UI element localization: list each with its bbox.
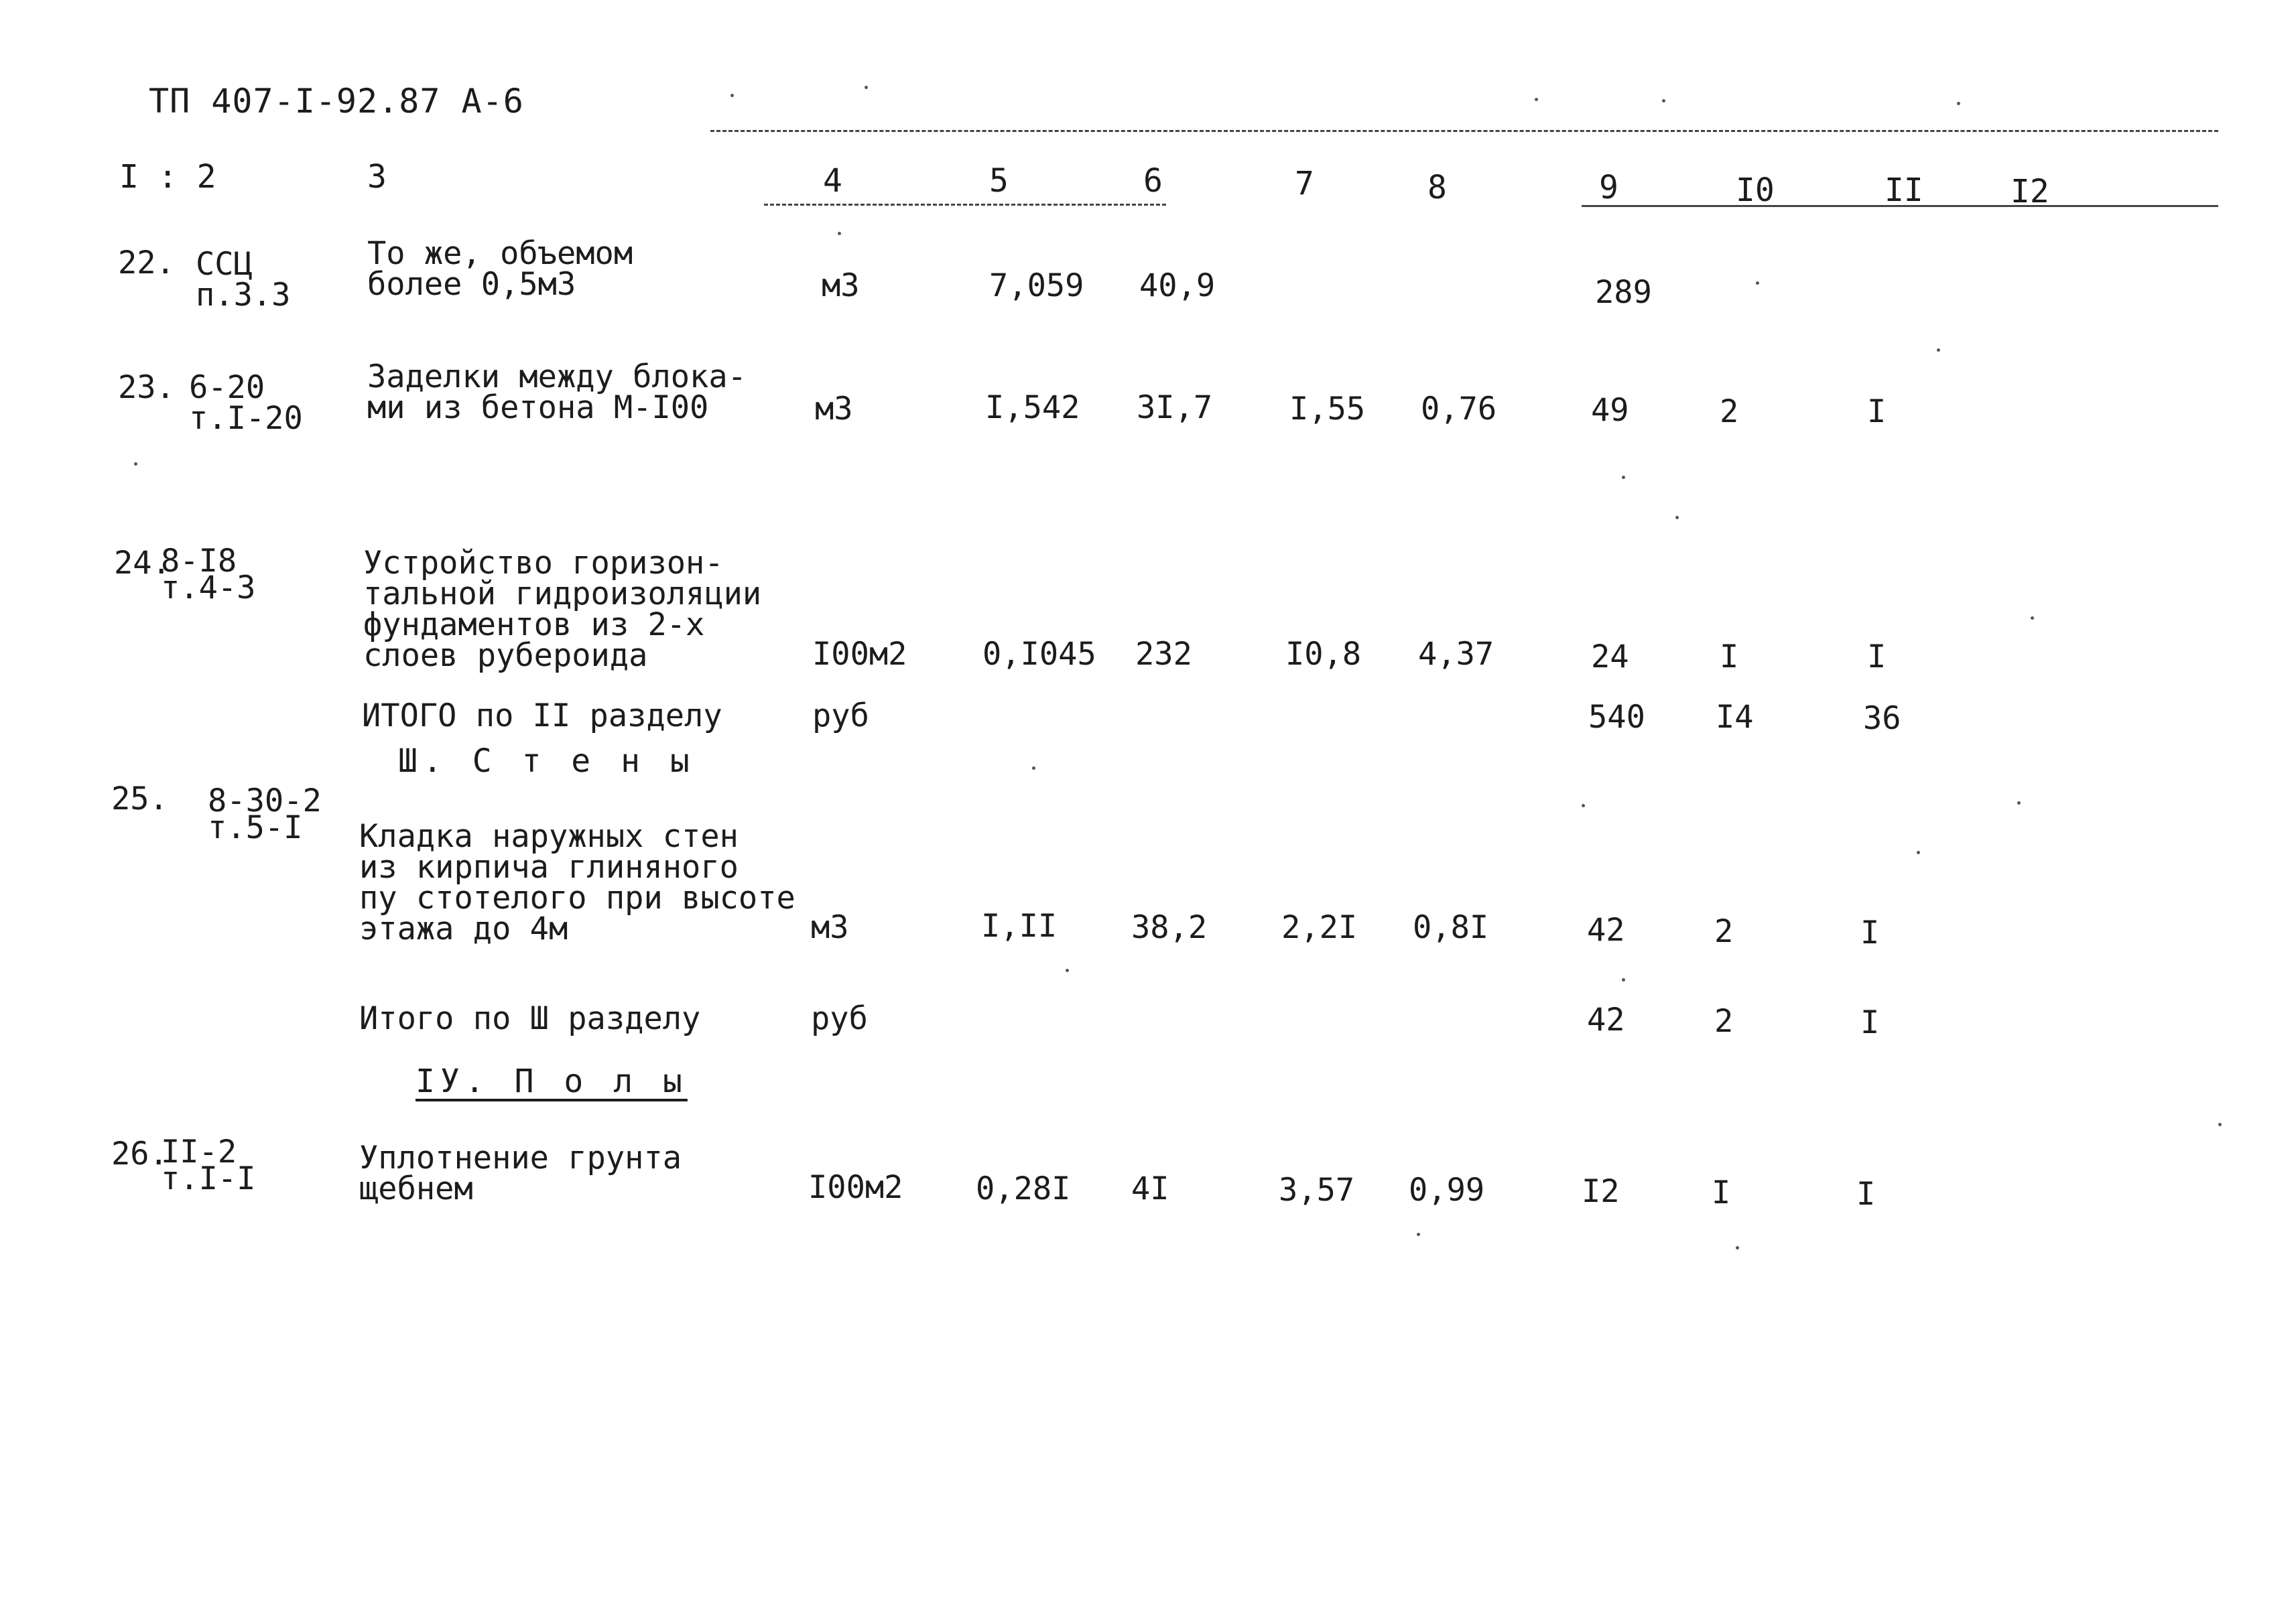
total-col9: 540 (1588, 699, 1645, 736)
total-col10: 2 (1714, 1003, 1734, 1040)
row-number: 26. (111, 1136, 168, 1172)
row-unit: м3 (815, 391, 853, 427)
scan-speckle (1535, 98, 1538, 101)
row-col7: 2,2I (1281, 909, 1358, 946)
row-col9: 49 (1591, 392, 1629, 429)
scan-speckle (1032, 766, 1035, 770)
row-col9: 42 (1587, 912, 1625, 949)
row-col11: I (1867, 393, 1887, 430)
scan-speckle (2031, 616, 2034, 620)
row-col8: 0,8I (1413, 909, 1489, 946)
scan-speckle (1675, 516, 1679, 519)
column-header: 5 (989, 162, 1009, 200)
column-header: I : 2 (119, 158, 216, 196)
row-col6: 3I,7 (1137, 389, 1213, 426)
row-col7: I,55 (1289, 391, 1366, 427)
column-header: 4 (823, 162, 842, 200)
scan-speckle (1937, 348, 1940, 352)
document-code: ТП 407-I-92.87 А-6 (149, 82, 524, 121)
row-col9: 289 (1595, 274, 1652, 311)
column-header: 8 (1427, 169, 1447, 206)
scan-speckle (1582, 804, 1585, 807)
scan-speckle (2017, 801, 2021, 805)
row-col11: I (1867, 638, 1887, 675)
total-unit: руб (811, 1000, 868, 1037)
row-unit: м3 (811, 909, 849, 946)
header-rule-left (764, 204, 1166, 206)
row-unit: м3 (822, 267, 860, 304)
row-unit: I00м2 (812, 636, 907, 673)
row-col9: I2 (1582, 1173, 1620, 1210)
section-heading: IУ. П о л ы (416, 1063, 688, 1100)
row-col9: 24 (1591, 638, 1629, 675)
row-number: 22. (118, 245, 175, 281)
row-col5: I,II (981, 908, 1058, 945)
row-col10: I (1712, 1174, 1731, 1211)
row-col6: 4I (1131, 1170, 1169, 1207)
row-unit: I00м2 (808, 1169, 903, 1206)
row-col5: 0,28I (976, 1170, 1071, 1207)
total-label: Итого по Ш разделу (359, 1000, 701, 1037)
row-description: То же, объемом более 0,5м3 (367, 235, 633, 303)
column-header: I0 (1736, 172, 1775, 209)
total-col10: I4 (1716, 699, 1754, 736)
scan-speckle (730, 94, 734, 97)
scan-speckle (2218, 1123, 2222, 1126)
row-col6: 232 (1135, 636, 1192, 673)
row-description: Заделки между блока- ми из бетона М-I00 (367, 358, 747, 426)
total-col11: 36 (1863, 700, 1901, 737)
scan-speckle (1736, 1246, 1739, 1249)
row-col5: 7,059 (989, 267, 1084, 304)
row-col10: 2 (1714, 913, 1734, 950)
row-col5: 0,I045 (982, 636, 1096, 673)
section-heading: Ш. С т е н ы (398, 742, 695, 780)
total-col11: I (1860, 1004, 1880, 1041)
row-col8: 4,37 (1418, 636, 1494, 673)
column-header: 9 (1599, 169, 1618, 206)
column-header: I2 (2011, 173, 2049, 210)
scan-speckle (1417, 1233, 1420, 1236)
row-description: Уплотнение грунта щебнем (359, 1140, 682, 1207)
row-code: 8-30-2 т.5-I (208, 783, 322, 846)
total-unit: руб (812, 697, 869, 734)
row-number: 25. (111, 781, 168, 817)
row-col11: I (1856, 1176, 1876, 1213)
scan-speckle (1756, 281, 1759, 285)
row-col8: 0,76 (1421, 391, 1497, 427)
row-col11: I (1860, 915, 1880, 951)
row-col8: 0,99 (1409, 1172, 1485, 1209)
row-description: Кладка наружных стен из кирпича глиняного пу стотелого при высоте этажа до 4м (359, 818, 795, 947)
column-header: II (1885, 172, 1923, 209)
column-header: 3 (367, 158, 387, 196)
row-code: 8-I8 т.4-3 (161, 543, 256, 606)
scan-speckle (1957, 102, 1960, 105)
scan-speckle (1917, 851, 1920, 854)
scan-speckle (134, 462, 137, 466)
row-code: 6-20 т.I-20 (189, 369, 303, 437)
row-col7: I0,8 (1285, 636, 1362, 673)
scan-speckle (838, 232, 841, 235)
scan-speckle (1066, 969, 1069, 972)
scan-speckle (1622, 978, 1625, 982)
row-col10: I (1720, 638, 1739, 675)
scan-speckle (1662, 99, 1665, 103)
total-col9: 42 (1587, 1002, 1625, 1038)
row-col7: 3,57 (1279, 1172, 1355, 1209)
row-code: ССЦ п.3.3 (196, 246, 291, 314)
total-label: ИТОГО по II разделу (362, 697, 722, 734)
row-col5: I,542 (985, 389, 1080, 426)
scan-speckle (865, 86, 868, 89)
scan-speckle (1622, 476, 1625, 479)
row-col6: 40,9 (1139, 267, 1216, 304)
row-code: II-2 т.I-I (161, 1134, 256, 1197)
row-number: 23. (118, 369, 175, 406)
column-header: 7 (1295, 165, 1314, 202)
row-description: Устройство горизон- тальной гидроизоляции фундаментов из 2-х слоев рубероида (363, 545, 762, 674)
row-col6: 38,2 (1131, 909, 1208, 946)
row-col10: 2 (1720, 393, 1739, 430)
row-number: 24. (114, 545, 171, 582)
top-rule (710, 130, 2218, 132)
column-header: 6 (1143, 162, 1163, 200)
